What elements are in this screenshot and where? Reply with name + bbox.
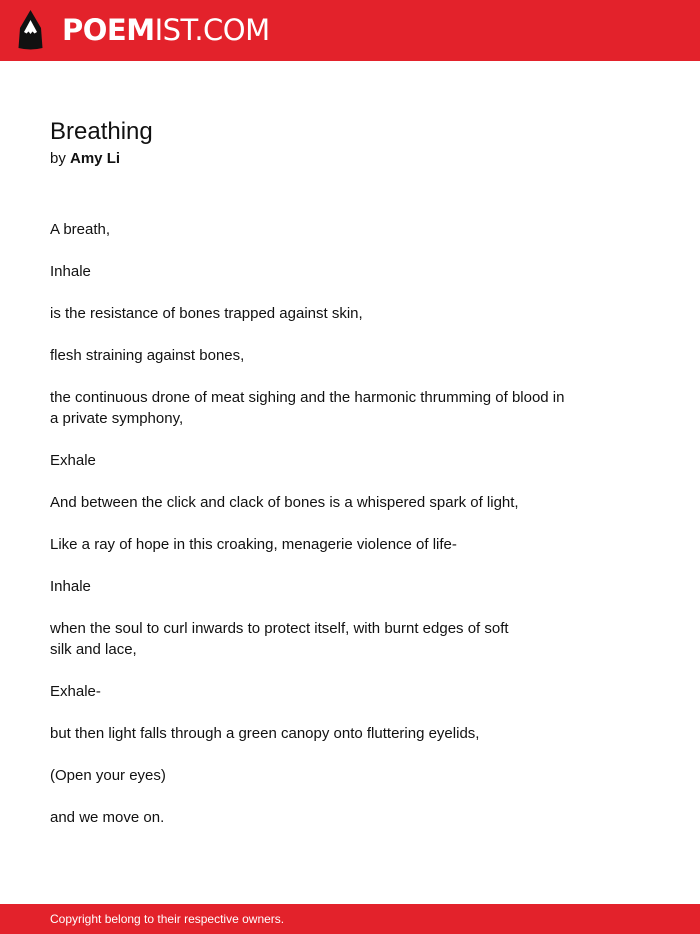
site-logo[interactable] — [62, 12, 270, 48]
by-label: by — [50, 150, 66, 167]
stanza: A breath, — [50, 221, 111, 238]
stanza: Exhale- — [50, 683, 101, 700]
site-footer — [0, 904, 700, 934]
stanza: (Open your eyes) — [50, 767, 166, 784]
copyright-notice: Copyright belong to their respective owners. — [50, 912, 285, 926]
poem-body — [50, 219, 610, 849]
stanza: Inhale — [50, 578, 91, 595]
logo-text-light: IST.COM — [154, 13, 270, 47]
stanza: is the resistance of bones trapped against skin, — [50, 305, 363, 322]
stanza: when the soul to curl inwards to protect itself, with burnt edges of soft silk and lace, — [50, 620, 509, 658]
author-name: Amy Li — [70, 150, 121, 167]
stanza: the continuous drone of meat sighing and the harmonic thrumming of blood in a private symphony, — [50, 389, 565, 427]
stanza: but then light falls through a green canopy onto fluttering eyelids, — [50, 725, 480, 742]
stanza: And between the click and clack of bones is a whispered spark of light, — [50, 494, 519, 511]
stanza: Exhale — [50, 452, 96, 469]
stanza: Inhale — [50, 263, 91, 280]
byline — [50, 149, 120, 169]
stanza: and we move on. — [50, 809, 165, 826]
stanza: flesh straining against bones, — [50, 347, 245, 364]
stanza: Like a ray of hope in this croaking, menagerie violence of life- — [50, 536, 457, 553]
poem-title: Breathing — [50, 118, 153, 145]
pencil-tip-icon — [17, 9, 44, 51]
logo-text-bold: POEM — [62, 13, 155, 47]
site-header — [0, 0, 700, 61]
